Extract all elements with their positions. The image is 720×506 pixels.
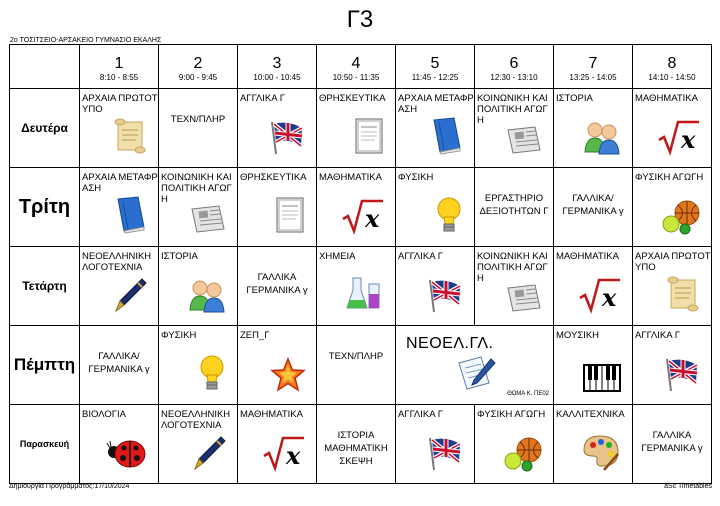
lesson-cell[interactable] — [159, 247, 238, 326]
piano-icon — [582, 363, 622, 398]
lesson-cell[interactable] — [317, 247, 396, 326]
lesson-cell[interactable] — [159, 89, 238, 168]
subject-label: ΚΟΙΝΩΝΙΚΗ ΚΑΙ ΠΟΛΙΤΙΚΗ ΑΓΩΓΗ — [161, 172, 232, 205]
period-number: 3 — [272, 55, 282, 72]
math-icon — [341, 197, 385, 240]
lesson-cell[interactable] — [317, 326, 396, 405]
subject-label: ΓΑΛΛΙΚΑ ΓΕΡΜΑΝΙΚΑ γ — [641, 430, 703, 454]
lesson-cell[interactable] — [475, 247, 554, 326]
math-icon — [657, 118, 701, 161]
lesson-cell[interactable] — [554, 168, 633, 247]
subject-label: ΦΥΣΙΚΗ ΑΓΩΓΗ — [477, 409, 546, 420]
lesson-cell[interactable] — [633, 405, 712, 484]
math-icon — [262, 434, 306, 477]
period-header — [317, 45, 396, 89]
subject-label: ΤΕΧΝ/ΠΛΗΡ — [170, 114, 226, 125]
lesson-cell[interactable] — [396, 405, 475, 484]
lesson-cell[interactable] — [159, 326, 238, 405]
period-number: 8 — [667, 55, 677, 72]
period-number: 2 — [193, 55, 203, 72]
lesson-cell[interactable] — [554, 405, 633, 484]
scroll-icon — [112, 116, 148, 161]
period-header — [238, 45, 317, 89]
subject-label: ΦΥΣΙΚΗ ΑΓΩΓΗ — [635, 172, 704, 183]
lesson-cell[interactable] — [475, 405, 554, 484]
subject-label: ΑΓΓΛΙΚΑ Γ — [398, 409, 443, 420]
timetable — [9, 44, 712, 484]
lesson-cell[interactable] — [633, 168, 712, 247]
pen-icon — [191, 434, 227, 477]
subject-label: ΧΗΜΕΙΑ — [319, 251, 356, 262]
svg-text:x: x — [365, 204, 380, 233]
subject-label: ΜΑΘΗΜΑΤΙΚΑ — [240, 409, 303, 420]
day-row — [10, 326, 712, 405]
ladybug-icon — [106, 436, 148, 477]
subject-label: ΓΑΛΛΙΚΑ/ ΓΕΡΜΑΝΙΚΑ γ — [88, 351, 150, 375]
period-time: 12:30 - 13:10 — [490, 73, 538, 82]
subject-label: ΦΥΣΙΚΗ — [161, 330, 197, 341]
day-label: Παρασκευή — [10, 405, 80, 484]
day-label: Δευτέρα — [10, 89, 80, 168]
period-number: 6 — [509, 55, 519, 72]
lesson-cell[interactable] — [633, 326, 712, 405]
scroll-icon — [665, 274, 701, 319]
school-name: 2ο ΤΟΣΙΤΣΕΙΟ-ΑΡΣΑΚΕΙΟ ΓΥΜΝΑΣΙΟ ΕΚΑΛΗΣ — [10, 37, 162, 44]
notepad-icon — [455, 353, 497, 398]
people-icon — [187, 276, 227, 319]
day-row — [10, 405, 712, 484]
day-row — [10, 89, 712, 168]
lesson-cell[interactable] — [396, 168, 475, 247]
subject-label: ΙΣΤΟΡΙΑ — [556, 93, 593, 104]
lesson-cell[interactable] — [317, 405, 396, 484]
subject-label: ΑΡΧΑΙΑ ΜΕΤΑΦΡΑΣΗ — [82, 172, 158, 194]
lesson-cell[interactable] — [80, 247, 159, 326]
people-icon — [582, 118, 622, 161]
lesson-cell[interactable] — [396, 247, 475, 326]
subject-label: ΒΙΟΛΟΓΙΑ — [82, 409, 126, 420]
day-label: Τετάρτη — [10, 247, 80, 326]
subject-label: ΦΥΣΙΚΗ — [398, 172, 434, 183]
book-icon — [274, 195, 306, 240]
balls-icon — [661, 199, 701, 240]
blue-book-icon — [114, 195, 148, 240]
subject-label: ΓΑΛΛΙΚΑ ΓΕΡΜΑΝΙΚΑ γ — [246, 272, 308, 296]
flask-icon — [345, 274, 385, 319]
uk-flag-icon — [426, 278, 464, 319]
period-header — [554, 45, 633, 89]
brand-label: aSc Timetables — [664, 483, 712, 490]
subject-label: ΤΕΧΝ/ΠΛΗΡ — [328, 351, 384, 362]
lesson-cell[interactable] — [396, 89, 475, 168]
period-header — [396, 45, 475, 89]
lesson-cell[interactable] — [238, 89, 317, 168]
subject-label: ΑΡΧΑΙΑ ΜΕΤΑΦΡΑΣΗ — [398, 93, 474, 115]
subject-label: ΚΟΙΝΩΝΙΚΗ ΚΑΙ ΠΟΛΙΤΙΚΗ ΑΓΩΓΗ — [477, 251, 548, 284]
day-label: Τρίτη — [10, 168, 80, 247]
lesson-cell[interactable] — [396, 326, 554, 405]
period-number: 1 — [114, 55, 124, 72]
day-row — [10, 168, 712, 247]
lesson-cell[interactable] — [80, 326, 159, 405]
newspaper-icon — [505, 124, 543, 161]
period-time: 8:10 - 8:55 — [99, 73, 139, 82]
svg-text:x: x — [286, 441, 301, 470]
period-header — [633, 45, 712, 89]
lesson-cell[interactable] — [238, 168, 317, 247]
star-icon — [270, 357, 306, 398]
lesson-cell[interactable] — [554, 326, 633, 405]
lesson-cell[interactable] — [633, 89, 712, 168]
period-number: 4 — [351, 55, 361, 72]
lesson-cell[interactable] — [317, 89, 396, 168]
balls-icon — [503, 436, 543, 477]
subject-label: ΝΕΟΕΛ.ΓΛ. — [406, 335, 494, 352]
period-header — [159, 45, 238, 89]
subject-label: ΑΓΓΛΙΚΑ Γ — [635, 330, 680, 341]
uk-flag-icon — [426, 436, 464, 477]
subject-label: ΖΕΠ_Γ — [240, 330, 270, 341]
day-label: Πέμπτη — [10, 326, 80, 405]
subject-label: ΜΑΘΗΜΑΤΙΚΑ — [635, 93, 698, 104]
uk-flag-icon — [268, 120, 306, 161]
subject-label: ΝΕΟΕΛΛΗΝΙΚΗ ΛΟΓΟΤΕΧΝΙΑ — [161, 409, 231, 431]
period-time: 14:10 - 14:50 — [648, 73, 696, 82]
subject-label: ΘΡΗΣΚΕΥΤΙΚΑ — [319, 93, 386, 104]
corner-cell — [10, 45, 80, 89]
period-header-row — [10, 45, 712, 89]
subject-label: ΝΕΟΕΛΛΗΝΙΚΗ ΛΟΓΟΤΕΧΝΙΑ — [82, 251, 152, 273]
period-number: 7 — [588, 55, 598, 72]
subject-label: ΙΣΤΟΡΙΑ ΜΑΘΗΜΑΤΙΚΗ ΣΚΕΨΗ — [324, 430, 388, 467]
period-time: 13:25 - 14:05 — [569, 73, 617, 82]
lesson-cell[interactable] — [238, 405, 317, 484]
math-icon — [578, 276, 622, 319]
bulb-icon — [434, 195, 464, 240]
blue-book-icon — [430, 116, 464, 161]
subject-label: ΑΡΧΑΙΑ ΠΡΩΤΟΤΥΠΟ — [82, 93, 158, 115]
teacher-label: ΘΩΜΑ Κ. ΠΕ02 — [507, 391, 549, 397]
subject-label: ΘΡΗΣΚΕΥΤΙΚΑ — [240, 172, 307, 183]
lesson-cell[interactable] — [475, 168, 554, 247]
lesson-cell[interactable] — [475, 89, 554, 168]
subject-label: ΓΑΛΛΙΚΑ/ ΓΕΡΜΑΝΙΚΑ γ — [562, 193, 624, 217]
subject-label: ΕΡΓΑΣΤΗΡΙΟ ΔΕΞΙΟΤΗΤΩΝ Γ — [479, 193, 549, 217]
lesson-cell[interactable] — [238, 247, 317, 326]
newspaper-icon — [189, 203, 227, 240]
period-time: 10:00 - 10:45 — [253, 73, 301, 82]
newspaper-icon — [505, 282, 543, 319]
lesson-cell[interactable] — [238, 326, 317, 405]
subject-label: ΚΑΛΛΙΤΕΧΝΙΚΑ — [556, 409, 625, 420]
period-time: 9:00 - 9:45 — [178, 73, 218, 82]
subject-label: ΑΡΧΑΙΑ ΠΡΩΤΟΤΥΠΟ — [635, 251, 711, 273]
palette-icon — [580, 432, 622, 477]
lesson-cell[interactable] — [80, 405, 159, 484]
lesson-cell[interactable] — [633, 247, 712, 326]
book-icon — [353, 116, 385, 161]
subject-label: ΑΓΓΛΙΚΑ Γ — [240, 93, 285, 104]
period-time: 11:45 - 12:25 — [411, 73, 459, 82]
lesson-cell[interactable] — [159, 405, 238, 484]
subject-label: ΜΑΘΗΜΑΤΙΚΑ — [319, 172, 382, 183]
period-header — [80, 45, 159, 89]
lesson-cell[interactable] — [317, 168, 396, 247]
page-title: Γ3 — [346, 6, 374, 33]
period-number: 5 — [430, 55, 440, 72]
subject-label: ΑΓΓΛΙΚΑ Γ — [398, 251, 443, 262]
lesson-cell[interactable] — [80, 89, 159, 168]
period-header — [475, 45, 554, 89]
subject-label: ΜΟΥΣΙΚΗ — [556, 330, 600, 341]
lesson-cell[interactable] — [554, 89, 633, 168]
pen-icon — [112, 276, 148, 319]
subject-label: ΜΑΘΗΜΑΤΙΚΑ — [556, 251, 619, 262]
day-row — [10, 247, 712, 326]
lesson-cell[interactable] — [554, 247, 633, 326]
lesson-cell[interactable] — [159, 168, 238, 247]
uk-flag-icon — [663, 357, 701, 398]
created-date: Δημιουργία Προγράμματος:17/10/2024 — [9, 483, 130, 490]
subject-label: ΚΟΙΝΩΝΙΚΗ ΚΑΙ ΠΟΛΙΤΙΚΗ ΑΓΩΓΗ — [477, 93, 548, 126]
lesson-cell[interactable] — [80, 168, 159, 247]
svg-text:x: x — [602, 283, 617, 312]
bulb-icon — [197, 353, 227, 398]
svg-text:x: x — [681, 125, 696, 154]
period-time: 10:50 - 11:35 — [332, 73, 380, 82]
subject-label: ΙΣΤΟΡΙΑ — [161, 251, 198, 262]
